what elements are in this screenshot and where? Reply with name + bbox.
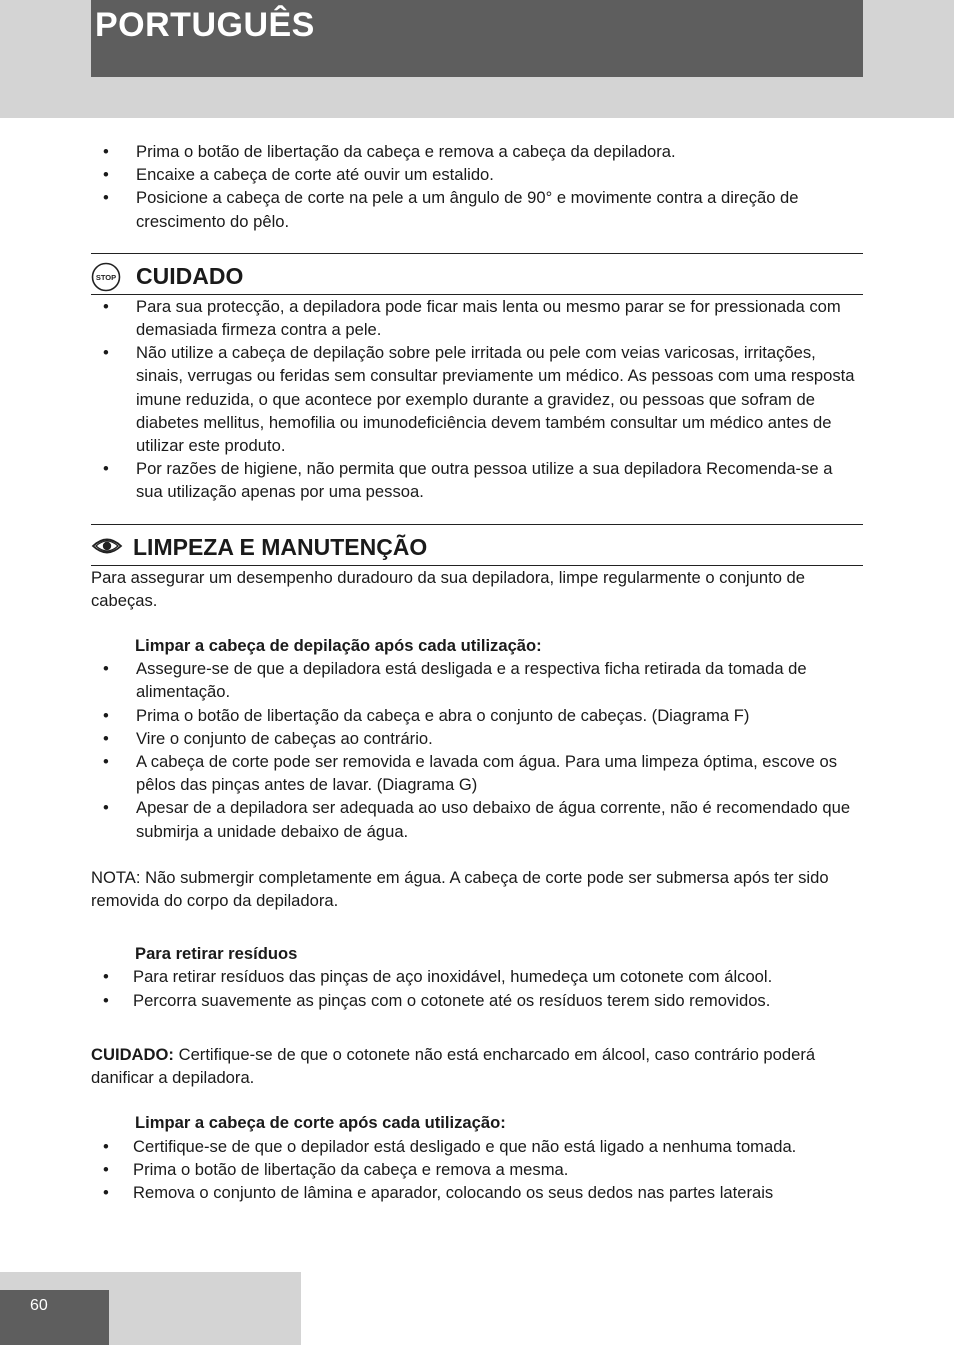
page-number: 60 xyxy=(30,1297,48,1314)
epilation-list xyxy=(91,657,863,843)
list-item: • Por razões de higiene, não permita que outra pessoa utilize a sua depiladora Recomenda-se a sua utilização apenas por uma pessoa. xyxy=(103,459,833,502)
caution-list xyxy=(91,295,863,504)
cutting-list xyxy=(91,1135,863,1205)
intro-list xyxy=(91,140,863,233)
note-text: NOTA: Não submergir completamente em água. A cabeça de corte pode ser submersa após ter sido removida do corpo da depiladora. xyxy=(91,867,829,911)
list-item: • Remova o conjunto de lâmina e aparador, colocando os seus dedos nas partes laterais xyxy=(91,1181,863,1204)
subsection-title: Limpar a cabeça de depilação após cada utilização: xyxy=(135,636,542,656)
stop-icon xyxy=(91,262,121,298)
cleaning-heading xyxy=(91,524,863,566)
list-item: • Apesar de a depiladora ser adequada ao uso debaixo de água corrente, não é recomendado que submirja a unidade debaixo de água. xyxy=(103,798,851,841)
list-item: • Para sua protecção, a depiladora pode ficar mais lenta ou mesmo parar se for pressionada com demasiada firmeza contra a pele. xyxy=(103,296,841,340)
caution-note: CUIDADO: Certifique-se de que o cotonete não está encharcado em álcool, caso contrário poderá danificar a depiladora. xyxy=(91,1044,816,1088)
list-item: • Para retirar resíduos das pinças de aço inoxidável, humedeça um cotonete com álcool. xyxy=(91,965,863,988)
eye-icon xyxy=(91,535,123,563)
section-title: LIMPEZA E MANUTENÇÃO xyxy=(133,533,428,560)
bullet-icon: • xyxy=(103,296,109,316)
list-item: • Certifique-se de que o depilador está desligado e que não está ligado a nenhuma tomada. xyxy=(91,1135,863,1158)
list-item: • Encaixe a cabeça de corte até ouvir um estalido. xyxy=(91,163,863,186)
list-item: • Vire o conjunto de cabeças ao contrário. xyxy=(91,727,863,750)
list-item: • A cabeça de corte pode ser removida e lavada com água. Para uma limpeza óptima, escove os pêlos das pinças antes de lavar. (Diagrama G) xyxy=(103,752,838,795)
bullet-icon: • xyxy=(103,728,109,748)
list-item: • Prima o botão de libertação da cabeça e abra o conjunto de cabeças. (Diagrama F) xyxy=(91,704,863,727)
section-title: CUIDADO xyxy=(136,262,244,289)
bullet-icon: • xyxy=(103,1136,109,1156)
bullet-icon: • xyxy=(103,165,109,185)
bullet-icon: • xyxy=(103,459,109,479)
bullet-icon: • xyxy=(103,1159,109,1179)
bullet-icon: • xyxy=(103,798,109,818)
bullet-icon: • xyxy=(103,967,109,987)
caution-label: CUIDADO: xyxy=(91,1044,174,1064)
list-item: • Posicione a cabeça de corte na pele a um ângulo de 90° e movimente contra a direção de crescimento do pêlo. xyxy=(103,188,799,231)
bullet-icon: • xyxy=(103,990,109,1010)
bullet-icon: • xyxy=(103,1182,109,1202)
bullet-icon: • xyxy=(103,343,109,363)
subsection-title: Limpar a cabeça de corte após cada utilização: xyxy=(135,1113,506,1133)
svg-text:STOP: STOP xyxy=(95,272,117,282)
main-content xyxy=(91,140,863,1204)
bullet-icon: • xyxy=(103,705,109,725)
cleaning-intro: Para assegurar um desempenho duradouro da sua depiladora, limpe regularmente o conjunto de cabeças. xyxy=(91,567,805,610)
list-item: • Prima o botão de libertação da cabeça e remova a mesma. xyxy=(91,1158,863,1181)
list-item: • Percorra suavemente as pinças com o cotonete até os resíduos terem sido removidos. xyxy=(91,989,863,1012)
residue-list xyxy=(91,965,863,1011)
page-number-box xyxy=(0,1290,109,1345)
bullet-icon: • xyxy=(103,752,109,772)
caution-heading xyxy=(91,253,863,295)
list-item: • Prima o botão de libertação da cabeça e remova a cabeça da depiladora. xyxy=(91,140,863,163)
bullet-icon: • xyxy=(103,659,109,679)
list-item: • Assegure-se de que a depiladora está desligada e a respectiva ficha retirada da tomada de alimentação. xyxy=(103,659,807,702)
bullet-icon: • xyxy=(103,142,109,161)
bullet-icon: • xyxy=(103,188,109,208)
page-title: PORTUGUÊS xyxy=(95,6,315,44)
title-box xyxy=(91,0,863,77)
subsection-title: Para retirar resíduos xyxy=(135,944,298,964)
list-item: • Não utilize a cabeça de depilação sobre pele irritada ou pele com veias varicosas, irritações, sinais, verrugas ou feridas sem consultar previamente um médico. As pessoas com uma resposta imune reduzida, o que acontece por exemplo durante a gravidez, ou pessoas que sofram de diabetes mellitus, hemofilia ou imunodeficiência devem também consultar um médico antes de utilizar este produto. xyxy=(103,343,855,456)
